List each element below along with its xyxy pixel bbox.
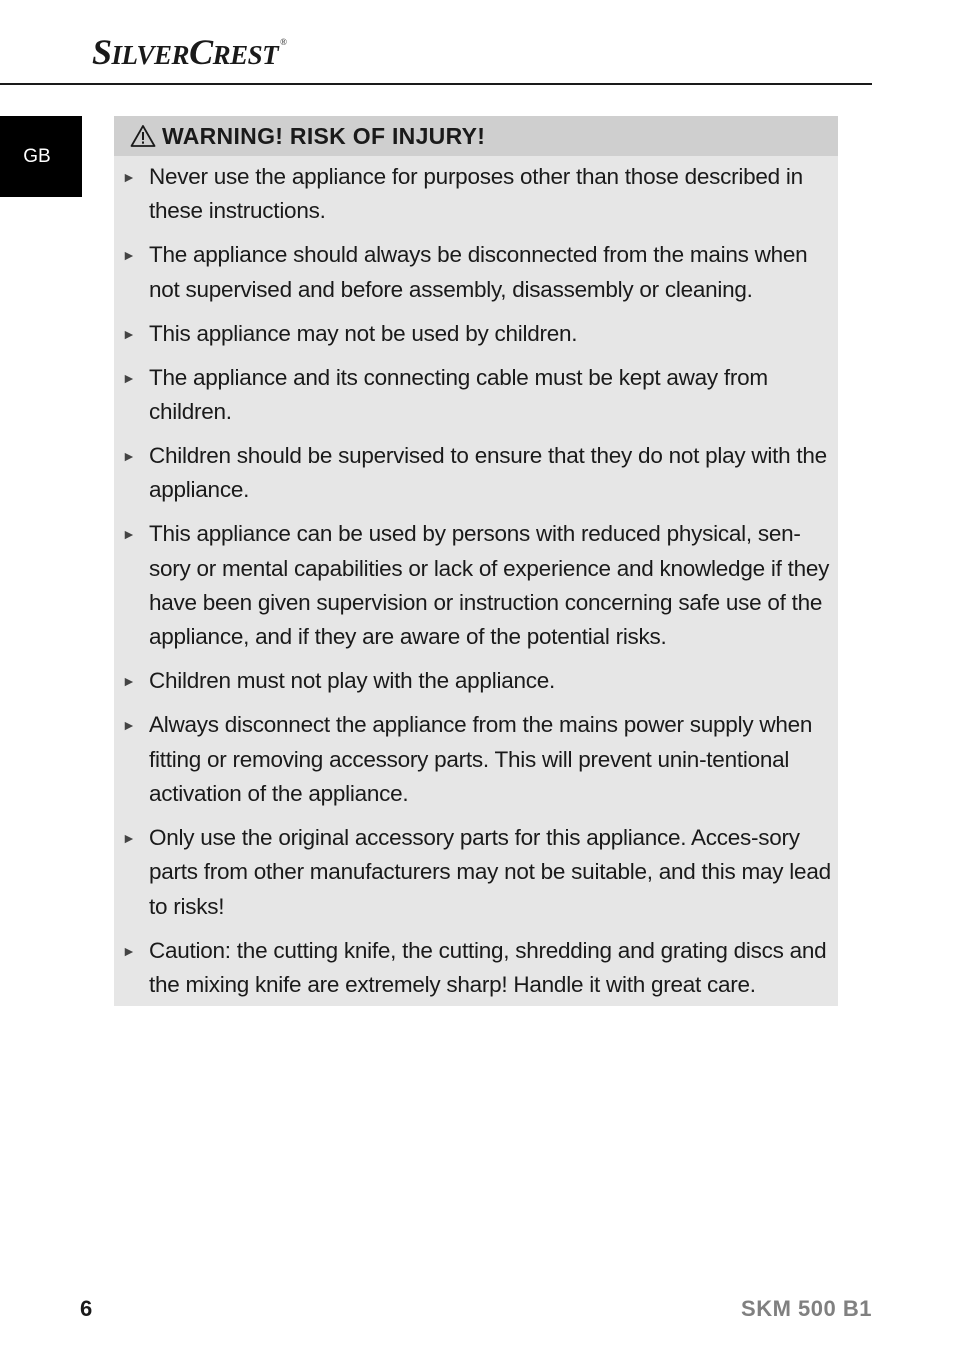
language-tab bbox=[0, 116, 82, 197]
page-number: 6 bbox=[80, 1296, 93, 1321]
warning-item bbox=[114, 934, 838, 1003]
right-pointer-icon: ► bbox=[122, 247, 136, 264]
warning-text: Always disconnect the appliance from the mains power supply when fitting or removing accessory parts. This will prevent unin-tentional activation of the appliance. bbox=[149, 712, 813, 806]
right-pointer-icon: ► bbox=[122, 169, 136, 185]
warning-item bbox=[114, 317, 838, 351]
warning-item bbox=[114, 517, 838, 655]
model-number: SKM 500 B1 bbox=[741, 1296, 872, 1321]
right-pointer-icon: ► bbox=[122, 717, 136, 734]
warning-item bbox=[114, 708, 838, 811]
right-pointer-icon: ► bbox=[122, 447, 136, 464]
warning-item bbox=[114, 439, 838, 508]
silvercrest-logo: SILVERCREST ® bbox=[92, 32, 287, 72]
header-divider bbox=[0, 83, 872, 85]
warning-text: This appliance may not be used by children. bbox=[149, 320, 578, 346]
warning-list bbox=[114, 156, 838, 1002]
warning-title: WARNING! RISK OF INJURY! bbox=[162, 122, 486, 149]
warning-item bbox=[114, 238, 838, 307]
warning-box bbox=[114, 116, 838, 1006]
warning-text: Caution: the cutting knife, the cutting, shredding and grating discs and the mixing knife are extremely sharp! Handle it with great care. bbox=[149, 937, 827, 998]
warning-item bbox=[114, 160, 838, 229]
right-pointer-icon: ► bbox=[122, 526, 136, 543]
right-pointer-icon: ► bbox=[122, 673, 136, 690]
warning-text: This appliance can be used by persons with reduced physical, sen-sory or mental capabilities or lack of experience and knowledge if they have been given supervision or instruction concerning safe use of the appliance, and if they are aware of the potential risks. bbox=[149, 521, 830, 650]
warning-triangle-icon bbox=[130, 124, 156, 148]
warning-text: Children should be supervised to ensure that they do not play with the appliance. bbox=[149, 442, 827, 503]
right-pointer-icon: ► bbox=[122, 829, 136, 846]
warning-item bbox=[114, 821, 838, 924]
warning-text: Only use the original accessory parts for this appliance. Acces-sory parts from other manufacturers may not be suitable, and this may lead to risks! bbox=[149, 824, 831, 919]
warning-text: Children must not play with the appliance. bbox=[149, 668, 555, 694]
warning-item bbox=[114, 664, 838, 698]
right-pointer-icon: ► bbox=[122, 325, 136, 342]
warning-text: The appliance should always be disconnected from the mains when not supervised and before assembly, disassembly or cleaning. bbox=[149, 242, 808, 302]
right-pointer-icon: ► bbox=[122, 369, 136, 386]
warning-text: Never use the appliance for purposes other than those described in these instructions. bbox=[149, 164, 803, 224]
language-label: GB bbox=[23, 145, 51, 167]
right-pointer-icon: ► bbox=[122, 942, 136, 959]
warning-text: The appliance and its connecting cable must be kept away from children. bbox=[149, 364, 768, 424]
warning-header bbox=[114, 116, 838, 156]
warning-item bbox=[114, 361, 838, 430]
